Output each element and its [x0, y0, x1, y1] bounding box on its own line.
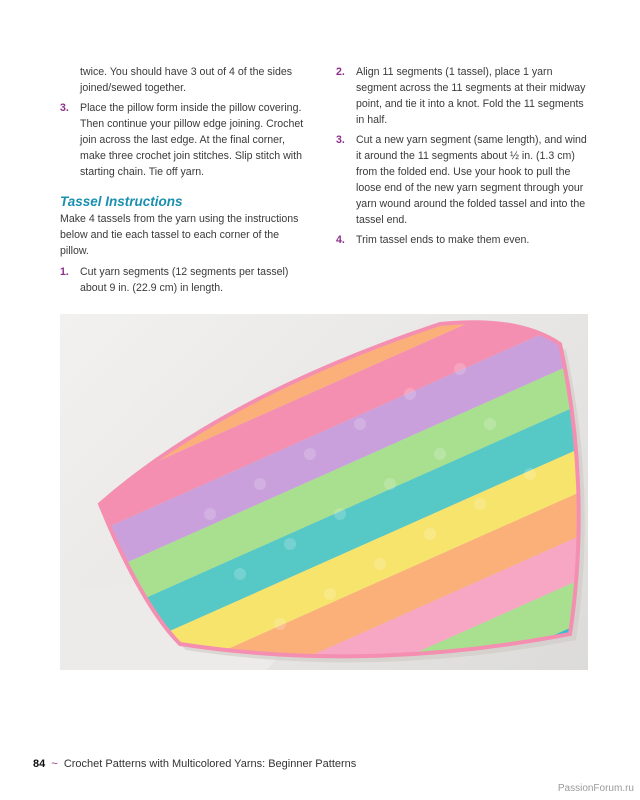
step-number: 1. — [60, 266, 69, 278]
page-footer — [33, 758, 356, 770]
step-text: Cut yarn segments (12 segments per tassel) about 9 in. (22.9 cm) in length. — [80, 266, 289, 294]
crochet-pillow-photo — [60, 314, 588, 670]
section-heading-tassel: Tassel Instructions — [60, 194, 183, 209]
continued-step-text: twice. You should have 3 out of 4 of the sides joined/sewed together. — [80, 66, 293, 94]
step-4-trim-ends — [336, 232, 588, 248]
step-number: 4. — [336, 234, 345, 246]
left-column — [60, 64, 310, 300]
step-3-wind-segment — [336, 132, 588, 228]
tassel-intro-text: Make 4 tassels from the yarn using the instructions below and tie each tassel to each corner of the pillow. — [60, 213, 299, 257]
step-number: 3. — [336, 134, 345, 146]
book-title: Crochet Patterns with Multicolored Yarns: Beginner Patterns — [63, 758, 357, 770]
step-number: 2. — [336, 66, 345, 78]
step-text: Place the pillow form inside the pillow covering. Then continue your pillow edge joining. Crochet join across the last edge. At the final corner, make three crochet join stitches. Slip stitch with starting chain. Tie off yarn. — [80, 102, 304, 178]
watermark: PassionForum.ru — [557, 783, 634, 794]
footer-separator: ~ — [51, 758, 58, 770]
step-number: 3. — [60, 102, 69, 114]
right-column — [336, 64, 588, 252]
step-2-align-segments — [336, 64, 588, 128]
step-1-cut-yarn — [60, 264, 310, 296]
step-text: Trim tassel ends to make them even. — [356, 234, 530, 246]
step-text: Align 11 segments (1 tassel), place 1 yarn segment across the 11 segments at their midway point, and tie it into a knot. Fold the 11 segments in half. — [356, 66, 586, 126]
page-number: 84 — [33, 758, 46, 770]
step-3-place-pillow — [60, 100, 310, 180]
step-text: Cut a new yarn segment (same length), and wind it around the 11 segments about ½ in. (1.3 cm) from the folded end. Use your hook to pull the loose end of the new yarn segment through your yarn wound around the folded tassel and into the tassel end. — [356, 134, 587, 226]
pillow-illustration — [60, 314, 588, 670]
